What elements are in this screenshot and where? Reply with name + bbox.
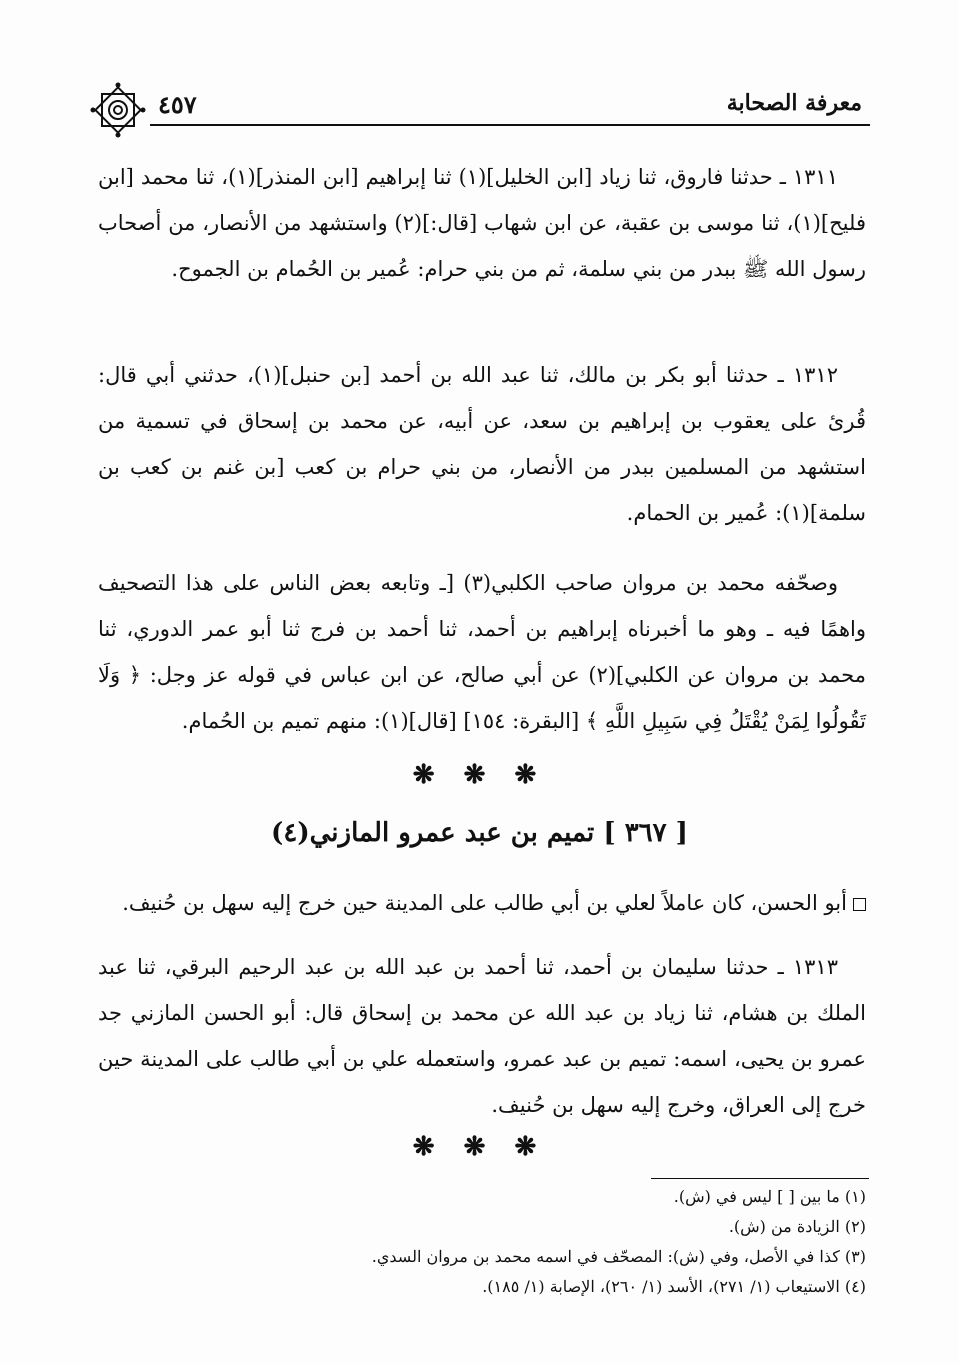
footnote-divider	[651, 1178, 869, 1179]
hadith-1313	[98, 944, 866, 1128]
page-number: ٤٥٧	[158, 90, 197, 119]
paragraph-text: وصحّفه محمد بن مروان صاحب الكلبي(٣) [ـ وتابعه بعض الناس على هذا التصحيف واهمًا فيه ـ وهو ما أخبرناه إبراهيم بن أحمد، ثنا أحمد بن فرج ثنا أبو عمر الدوري، ثنا محمد بن مروان عن الكلبي](٢) عن أبي صالح، عن ابن عباس في قوله عز وجل: ﴿ وَلَا تَقُولُوا لِمَنْ يُقْتَلُ فِي سَبِيلِ اللَّهِ ﴾ [البقرة: ١٥٤] [قال](١): منهم تميم بن الحُمام.	[98, 571, 866, 733]
header-divider	[150, 124, 870, 126]
page-header	[90, 70, 870, 136]
section-separator: ❋ ❋ ❋	[412, 1132, 547, 1162]
square-bullet-icon	[853, 898, 866, 911]
hadith-1312	[98, 352, 866, 536]
paragraph-text: ١٣١١ ـ حدثنا فاروق، ثنا زياد [ابن الخليل](١) ثنا إبراهيم [ابن المنذر](١)، ثنا محمد [ابن فليح](١)، ثنا موسى بن عقبة، عن ابن شهاب [قال:](٢) واستشهد من الأنصار، من أصحاب رسول الله ﷺ ببدر من بني سلمة، ثم من بني حرام: عُمير بن الحُمام بن الجموح.	[98, 165, 866, 281]
footnote-1: (١) ما بين [ ] ليس في (ش).	[673, 1187, 866, 1206]
hadith-1311	[98, 154, 866, 292]
paragraph-text: ١٣١٣ ـ حدثنا سليمان بن أحمد، ثنا أحمد بن عبد الله بن عبد الرحيم البرقي، ثنا عبد الملك بن هشام، ثنا زياد بن عبد الله عن محمد بن إسحاق قال: أبو الحسن المازني جد عمرو بن يحيى، اسمه: تميم بن عبد عمرو، واستعمله علي بن أبي طالب على المدينة حين خرج إلى العراق، وخرج إليه سهل بن حُنيف.	[98, 955, 866, 1117]
section-separator: ❋ ❋ ❋	[412, 760, 547, 790]
tashif-paragraph	[98, 560, 866, 744]
running-title: معرفة الصحابة	[726, 90, 862, 116]
footnote-4: (٤) الاستيعاب (١/ ٢٧١)، الأسد (١/ ٢٦٠)، الإصابة (١/ ١٨٥).	[482, 1277, 866, 1296]
entry-note-text: أبو الحسن، كان عاملاً لعلي بن أبي طالب على المدينة حين خرج إليه سهل بن حُنيف.	[122, 891, 847, 915]
footnotes	[200, 1182, 866, 1302]
footnote-3: (٣) كذا في الأصل، وفي (ش): المصحّف في اسمه محمد بن مروان السدي.	[371, 1247, 866, 1266]
ornament-icon	[90, 82, 146, 138]
entry-heading: [ ٣٦٧ ] تميم بن عبد عمرو المازني(٤)	[271, 818, 688, 848]
entry-note	[98, 880, 866, 926]
paragraph-text: ١٣١٢ ـ حدثنا أبو بكر بن مالك، ثنا عبد الله بن أحمد [بن حنبل](١)، حدثني أبي قال: قُرئ على يعقوب بن إبراهيم بن سعد، عن أبيه، عن محمد بن إسحاق في تسمية من استشهد من المسلمين ببدر من الأنصار، من بني حرام بن كعب [بن غنم بن كعب بن سلمة](١): عُمير بن الحمام.	[98, 363, 866, 525]
footnote-2: (٢) الزيادة من (ش).	[728, 1217, 866, 1236]
